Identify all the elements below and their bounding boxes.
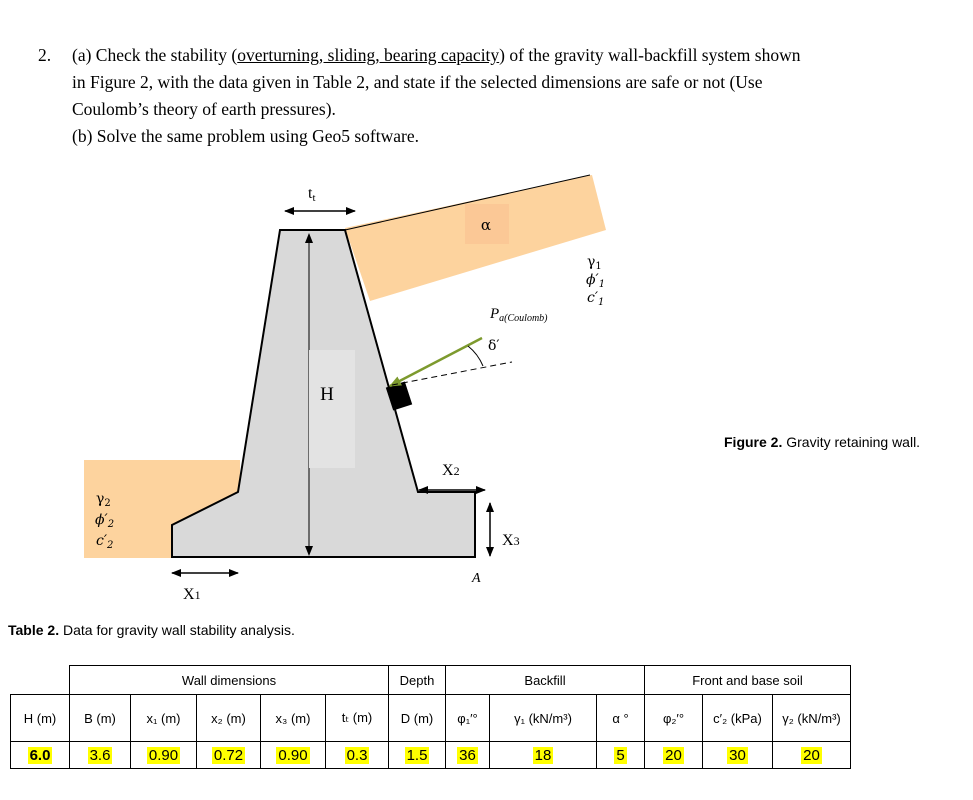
problem-line-1: (a) Check the stability (overturning, sliding, bearing capacity) of the gravity wall-backfill system shown — [72, 45, 801, 65]
value-cell: 36 — [446, 742, 490, 769]
table-values-row — [11, 742, 851, 769]
problem-line-3: Coulomb’s theory of earth pressures). — [72, 99, 336, 119]
gamma2-param: $\gamma_2$ — [96, 491, 111, 509]
tt-label: tt — [308, 185, 316, 204]
gamma1-param: $\gamma_1$ — [587, 254, 602, 272]
header-cell: α ° — [597, 695, 645, 742]
group-backfill: Backfill — [446, 666, 645, 695]
data-table — [10, 665, 851, 769]
header-cell: c′₂ (kPa) — [703, 695, 773, 742]
header-cell: γ₂ (kN/m³) — [773, 695, 851, 742]
alpha-label: α — [480, 216, 492, 234]
pa-label: $P_{a(Coulomb)}$ — [490, 306, 548, 324]
table-group-row — [11, 666, 851, 695]
header-cell: φ₁′° — [446, 695, 490, 742]
value-cell: 18 — [490, 742, 597, 769]
normal-dashed-line — [392, 362, 512, 385]
problem-part-b: (b) Solve the same problem using Geo5 software. — [72, 126, 420, 146]
problem-number: 2. — [38, 45, 52, 65]
header-cell: H (m) — [11, 695, 70, 742]
x3-label: X3 — [502, 532, 520, 549]
table-header-row — [11, 695, 851, 742]
delta-arc — [468, 346, 483, 366]
header-cell: D (m) — [389, 695, 446, 742]
value-cell: 3.6 — [70, 742, 131, 769]
h-label-box — [309, 350, 355, 468]
value-cell: 6.0 — [11, 742, 70, 769]
value-cell: 0.72 — [197, 742, 261, 769]
figure-caption: Figure 2. Gravity retaining wall. — [724, 434, 921, 450]
underlined-checks: overturning, sliding, bearing capacity — [237, 45, 500, 65]
c2-param: $c'_2$ — [96, 533, 114, 551]
phi2-param: $\phi'_2$ — [95, 512, 115, 530]
header-cell: tₜ (m) — [326, 695, 389, 742]
group-front: Front and base soil — [645, 666, 851, 695]
value-cell: 0.90 — [261, 742, 326, 769]
value-cell: 30 — [703, 742, 773, 769]
group-depth: Depth — [389, 666, 446, 695]
value-cell: 20 — [645, 742, 703, 769]
toe-point-a: A — [472, 571, 481, 586]
h-label: H — [320, 384, 334, 405]
phi1-param: $\phi'_1$ — [586, 272, 606, 290]
pa-arrow — [390, 338, 482, 386]
header-cell: x₁ (m) — [131, 695, 197, 742]
value-cell: 1.5 — [389, 742, 446, 769]
header-cell: x₂ (m) — [197, 695, 261, 742]
header-cell: φ₂′° — [645, 695, 703, 742]
x1-label: X1 — [183, 586, 201, 603]
header-cell: B (m) — [70, 695, 131, 742]
header-cell: γ₁ (kN/m³) — [490, 695, 597, 742]
x2-label: X2 — [442, 462, 460, 479]
table-caption: Table 2. Data for gravity wall stability analysis. — [8, 622, 295, 638]
value-cell: 5 — [597, 742, 645, 769]
header-cell: x₃ (m) — [261, 695, 326, 742]
value-cell: 0.3 — [326, 742, 389, 769]
problem-line-2: in Figure 2, with the data given in Table 2, and state if the selected dimensions are safe or not (Use — [72, 72, 763, 92]
value-cell: 0.90 — [131, 742, 197, 769]
delta-label: δ′ — [488, 338, 500, 354]
c1-param: $c'_1$ — [587, 290, 605, 308]
group-wall: Wall dimensions — [70, 666, 389, 695]
value-cell: 20 — [773, 742, 851, 769]
